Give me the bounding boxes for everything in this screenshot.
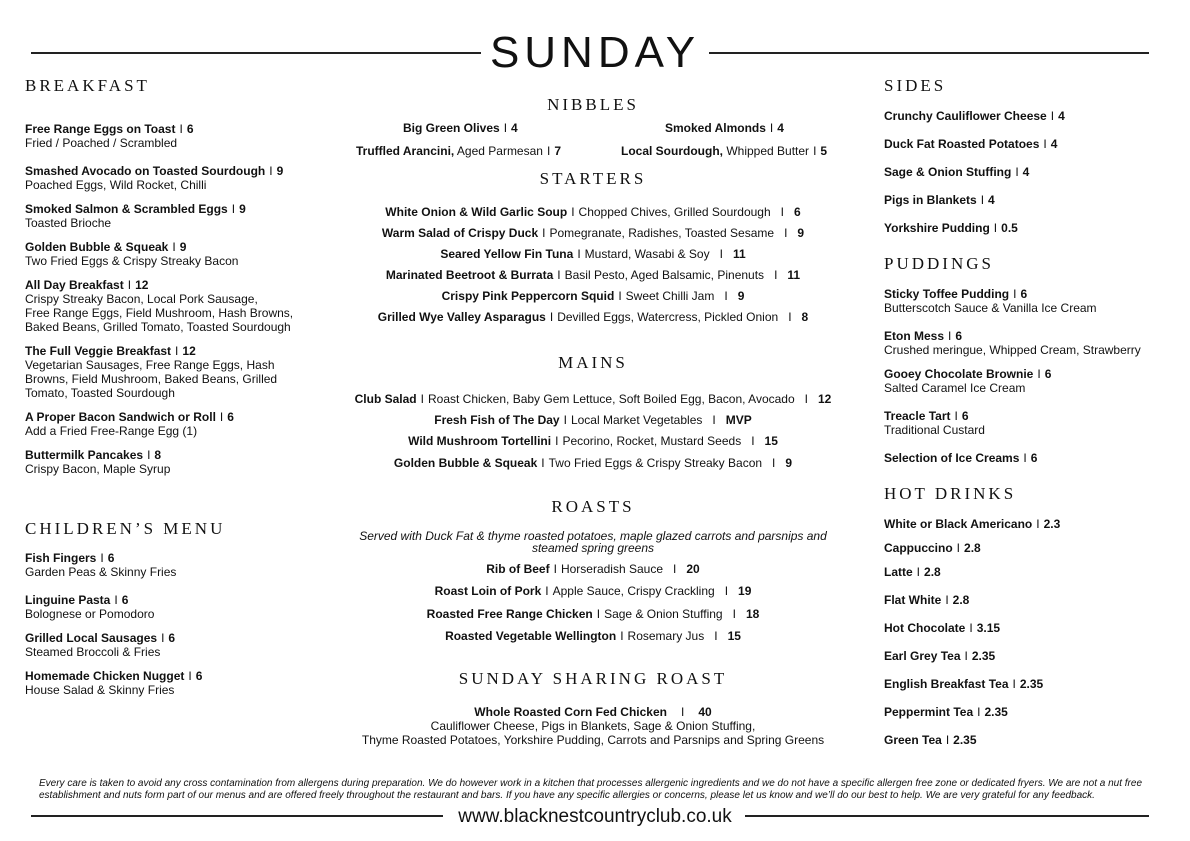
roasts-item [350,562,836,576]
separator: I [577,247,581,261]
starters-item-price: 11 [732,247,746,261]
separator: I [596,607,601,621]
separator: I [993,221,998,235]
roasts-item [350,607,836,621]
separator: I [724,289,728,303]
puddings-item-name: Sticky Toffee Pudding [884,287,1010,301]
separator: I [1050,109,1055,123]
children-item [25,551,176,579]
sides-item-price: 4 [988,193,995,207]
separator: I [188,669,192,683]
allergen-line: Every care is taken to avoid any cross contamination from allergens during preparation. We do however work in a kitchen that processes allergenic ingredients and we do not have a specific allergen free zone or dedicated fryers. We are not a nut free [39,778,1143,789]
hot-drinks-heading: HOT DRINKS [884,484,1017,503]
separator: I [555,434,559,448]
sides-item [884,109,1065,123]
mains-item-desc: Two Fried Eggs & Crispy Streaky Bacon [548,456,763,470]
sharing-desc: Thyme Roasted Potatoes, Yorkshire Pudding, Carrots and Parsnips and Spring Greens [361,733,825,747]
puddings-item-price: 6 [1020,287,1028,301]
breakfast-item-price: 9 [239,202,246,216]
separator: I [980,193,985,207]
puddings-item-desc: Butterscotch Sauce & Vanilla Ice Cream [884,301,1097,315]
puddings-item [884,409,985,437]
hot_drinks-item-name: White or Black Americano [884,517,1033,531]
nibbles-name: Truffled Arancini, [356,144,455,158]
hot_drinks-item [884,705,1008,719]
separator: I [1036,517,1040,531]
sides-item-name: Yorkshire Pudding [884,221,990,235]
breakfast-item-name: The Full Veggie Breakfast [25,344,172,358]
hot_drinks-item [884,733,977,747]
mains-item-name: Wild Mushroom Tortellini [408,434,552,448]
separator: I [780,205,784,219]
children-item-name: Grilled Local Sausages [25,631,158,645]
starters-item-desc: Pomegranate, Radishes, Toasted Sesame [549,226,775,240]
starters-item-price: 11 [787,268,801,282]
separator: I [1023,451,1027,465]
mains-item-price: 15 [764,434,778,448]
starters-heading: STARTERS [539,169,647,188]
separator: I [956,541,961,555]
separator: I [788,310,792,324]
roasts-item-name: Rib of Beef [486,562,550,576]
separator: I [542,226,546,240]
separator: I [1037,367,1041,381]
separator: I [557,268,561,282]
separator: I [945,593,949,607]
sharing-item: Whole Roasted Corn Fed Chicken I 40 [474,705,712,719]
mains-item-name: Golden Bubble & Squeak [393,456,538,470]
sharing-heading: SUNDAY SHARING ROAST [458,669,728,688]
separator: I [545,584,549,598]
breakfast-heading: BREAKFAST [25,76,150,95]
mains-item-price: 9 [785,456,793,470]
starters-item [350,205,836,219]
separator: I [179,122,183,136]
separator: I [673,562,677,576]
hot_drinks-item-name: English Breakfast Tea [884,677,1009,691]
sharing-name: Whole Roasted Corn Fed Chicken [474,705,667,719]
roasts-item-desc: Horseradish Sauce [560,562,664,576]
starters-item [350,289,836,303]
roasts-item-desc: Apple Sauce, Crispy Crackling [552,584,715,598]
starters-item-price: 9 [737,289,745,303]
starters-item [350,226,836,240]
sides-item [884,137,1057,151]
puddings-item-desc: Traditional Custard [884,423,985,437]
hot_drinks-item [884,621,1000,635]
starters-item-name: Seared Yellow Fin Tuna [440,247,574,261]
roasts-item-price: 19 [738,584,752,598]
roasts-intro: Served with Duck Fat & thyme roasted potatoes, maple glazed carrots and parsnips and [359,529,827,543]
separator: I [549,310,554,324]
separator: I [1012,677,1016,691]
children-item-name: Fish Fingers [25,551,97,565]
mains-item-desc: Local Market Vegetables [570,413,703,427]
sides-heading: SIDES [884,76,947,95]
nibbles-price: 5 [820,144,828,158]
children-item-desc: House Salad & Skinny Fries [25,683,175,697]
breakfast-item-desc: Free Range Eggs, Field Mushroom, Hash Browns, [25,306,294,320]
hot_drinks-item-price: 2.3 [1043,517,1061,531]
puddings-item-price: 6 [961,409,969,423]
children-item [25,593,154,621]
starters-item-desc: Basil Pesto, Aged Balsamic, Pinenuts [564,268,765,282]
sides-item-name: Pigs in Blankets [884,193,977,207]
separator: I [964,649,968,663]
separator: I [948,329,952,343]
puddings-item-price: 6 [1044,367,1052,381]
children-item-name: Homemade Chicken Nugget [25,669,185,683]
sides-item-price: 4 [1022,165,1030,179]
breakfast-item-desc: Tomato, Toasted Sourdough [25,386,175,400]
sides-item-name: Duck Fat Roasted Potatoes [884,137,1040,151]
separator: I [724,584,729,598]
breakfast-item-name: Free Range Eggs on Toast [25,122,176,136]
allergen-line: establishment and nuts form part of our menus and are offered freely throughout the restaurant and bars. If you have any specific allergies or concerns, please let us know and we’ll do our best to help. We are very grateful for any feedback. [39,790,1095,801]
puddings-item-desc: Salted Caramel Ice Cream [884,381,1026,395]
nibbles-item: Big Green Olives I 4 [403,121,518,135]
separator: I [231,202,236,216]
mains-item [350,413,836,427]
nibbles-price: 4 [511,121,518,135]
separator: I [714,629,718,643]
puddings-item [884,367,1051,395]
separator: I [618,289,622,303]
hot_drinks-item [884,517,1060,531]
breakfast-item-name: Smashed Avocado on Toasted Sourdough [25,164,266,178]
breakfast-item-price: 9 [179,240,187,254]
separator: I [114,593,118,607]
separator: I [719,247,723,261]
breakfast-item-name: All Day Breakfast [25,278,124,292]
separator: I [175,344,179,358]
nibbles-price: 7 [554,144,561,158]
separator: I [969,621,973,635]
allergen-notice [39,778,1154,802]
separator: I [147,448,151,462]
breakfast-item-desc: Baked Beans, Grilled Tomato, Toasted Sourdough [25,320,291,334]
sharing-price: 40 [698,705,712,719]
breakfast-item-name: Smoked Salmon & Scrambled Eggs [25,202,228,216]
center-column [350,0,836,760]
puddings-item [884,287,1097,315]
starters-item-desc: Chopped Chives, Grilled Sourdough [578,205,771,219]
separator: I [732,607,736,621]
hot_drinks-item-price: 2.8 [964,541,981,555]
children-item-desc: Steamed Broccoli & Fries [25,645,161,659]
hot_drinks-item-name: Earl Grey Tea [884,649,961,663]
separator: I [161,631,165,645]
starters-item [350,310,836,324]
separator: I [712,413,716,427]
children-item-price: 6 [195,669,203,683]
starters-item-desc: Sweet Chilli Jam [625,289,715,303]
children-item-price: 6 [168,631,176,645]
starters-item-price: 8 [801,310,809,324]
separator: I [772,456,776,470]
hot_drinks-item [884,677,1043,691]
starters-item-name: Marinated Beetroot & Burrata [385,268,554,282]
website-link[interactable]: www.blacknestcountryclub.co.uk [458,806,732,827]
breakfast-item-desc: Fried / Poached / Scrambled [25,136,178,150]
nibbles-item: Truffled Arancini, Aged Parmesan I 7 [356,144,561,158]
nibbles-heading: NIBBLES [547,95,639,114]
separator: I [954,409,958,423]
hot_drinks-item-price: 2.35 [1019,677,1044,691]
mains-item [350,392,836,406]
nibbles-name: Local Sourdough, [621,144,723,158]
roasts-item [350,584,836,598]
breakfast-item-desc: Toasted Brioche [25,216,112,230]
breakfast-item-name: Golden Bubble & Squeak [25,240,169,254]
roasts-item-name: Roasted Free Range Chicken [426,607,593,621]
separator: I [172,240,176,254]
roasts-item-price: 18 [745,607,760,621]
breakfast-item-price: 12 [182,344,196,358]
separator: I [571,205,575,219]
sides-item-price: 4 [1050,137,1058,151]
mains-item-price: MVP [725,413,752,427]
puddings-heading: PUDDINGS [884,254,994,273]
breakfast-item-price: 12 [135,278,149,292]
starters-item-name: Grilled Wye Valley Asparagus [377,310,546,324]
sides-item-name: Crunchy Cauliflower Cheese [884,109,1047,123]
breakfast-item-price: 6 [227,410,234,424]
sides-item [884,193,995,207]
separator: I [620,629,624,643]
hot_drinks-item-price: 2.35 [953,733,977,747]
nibbles-name: Smoked Almonds [665,121,766,135]
sides-item-price: 0.5 [1001,221,1018,235]
nibbles-name: Big Green Olives [403,121,500,135]
separator: I [541,456,545,470]
roasts-item-price: 20 [686,562,700,576]
separator: I [784,226,788,240]
separator: I [1015,165,1019,179]
hot_drinks-item [884,593,969,607]
separator: I [563,413,567,427]
starters-item-desc: Mustard, Wasabi & Soy [584,247,710,261]
puddings-item-desc: Crushed meringue, Whipped Cream, Strawberry [884,343,1141,357]
hot_drinks-item-name: Flat White [884,593,942,607]
starters-item-desc: Devilled Eggs, Watercress, Pickled Onion [557,310,779,324]
separator: I [269,164,273,178]
sides-item [884,221,1018,235]
breakfast-item-desc: Browns, Field Mushroom, Baked Beans, Grilled [25,372,278,386]
mains-item-price: 12 [818,392,832,406]
sharing-desc: Cauliflower Cheese, Pigs in Blankets, Sage & Onion Stuffing, [430,719,756,733]
separator: I [774,268,778,282]
separator: I [553,562,557,576]
hot_drinks-item [884,541,981,555]
roasts-intro: steamed spring greens [531,541,655,555]
puddings-item-name: Selection of Ice Creams [884,451,1020,465]
children-item [25,631,175,659]
children-item [25,669,202,697]
sides-item [884,165,1029,179]
separator: I [420,392,424,406]
hot_drinks-item [884,565,941,579]
nibbles-price: 4 [777,121,784,135]
hot_drinks-item-price: 2.35 [984,705,1008,719]
puddings-item-name: Eton Mess [884,329,945,343]
separator: I [219,410,224,424]
breakfast-item-desc: Poached Eggs, Wild Rocket, Chilli [25,178,207,192]
starters-item [350,268,836,282]
starters-item-name: White Onion & Wild Garlic Soup [385,205,568,219]
children-item-price: 6 [121,593,129,607]
puddings-item-name: Treacle Tart [884,409,951,423]
breakfast-item-desc: Add a Fried Free-Range Egg (1) [25,424,198,438]
puddings-item-name: Gooey Chocolate Brownie [884,367,1034,381]
roasts-item-price: 15 [727,629,741,643]
breakfast-item-price: 9 [276,164,284,178]
children-heading: CHILDREN’S MENU [25,519,226,538]
hot_drinks-item-price: 2.8 [924,565,941,579]
roasts-item-desc: Sage & Onion Stuffing [604,607,723,621]
nibbles-desc: Aged Parmesan [456,144,543,158]
nibbles-item: Local Sourdough, Whipped Butter I 5 [621,144,828,158]
puddings-item [884,329,1141,357]
sides-item-price: 4 [1058,109,1065,123]
mains-item-name: Club Salad [354,392,417,406]
hot_drinks-item [884,649,995,663]
nibbles-desc: Whipped Butter [726,144,810,158]
hot_drinks-item-price: 2.35 [971,649,996,663]
puddings-item-price: 6 [1030,451,1038,465]
breakfast-item-desc: Vegetarian Sausages, Free Range Eggs, Hash [25,358,275,372]
mains-item-desc: Pecorino, Rocket, Mustard Seeds [562,434,742,448]
separator: I [977,705,981,719]
roasts-item-desc: Rosemary Jus [627,629,705,643]
hot_drinks-item-name: Peppermint Tea [884,705,974,719]
puddings-item [884,451,1037,465]
separator: I [804,392,808,406]
page-title: SUNDAY [489,28,701,77]
separator: I [1043,137,1047,151]
roasts-item-name: Roast Loin of Pork [434,584,542,598]
mains-item [350,434,836,448]
starters-item-name: Warm Salad of Crispy Duck [381,226,539,240]
right-column [884,0,1184,760]
starters-item-price: 9 [797,226,805,240]
separator: I [127,278,132,292]
puddings-item-price: 6 [955,329,963,343]
children-item-name: Linguine Pasta [25,593,111,607]
breakfast-item-name: Buttermilk Pancakes [25,448,144,462]
children-item-desc: Bolognese or Pomodoro [25,607,155,621]
hot_drinks-item-name: Cappuccino [884,541,953,555]
sides-item-name: Sage & Onion Stuffing [884,165,1012,179]
separator: I [751,434,755,448]
hot_drinks-item-name: Green Tea [884,733,942,747]
mains-item-desc: Roast Chicken, Baby Gem Lettuce, Soft Boiled Egg, Bacon, Avocado [427,392,795,406]
nibbles-item: Smoked Almonds I 4 [665,121,784,135]
breakfast-item-name: A Proper Bacon Sandwich or Roll [25,410,216,424]
hot_drinks-item-name: Hot Chocolate [884,621,966,635]
roasts-heading: ROASTS [551,497,635,516]
roasts-item-name: Roasted Vegetable Wellington [445,629,617,643]
starters-item-name: Crispy Pink Peppercorn Squid [441,289,615,303]
separator: I [916,565,921,579]
starters-item [350,247,836,261]
separator: I [1013,287,1017,301]
mains-item [350,456,836,470]
breakfast-item-price: 6 [186,122,194,136]
starters-item-price: 6 [794,205,801,219]
separator: I [945,733,950,747]
children-item-desc: Garden Peas & Skinny Fries [25,565,177,579]
breakfast-item-desc: Crispy Bacon, Maple Syrup [25,462,171,476]
breakfast-item-desc: Crispy Streaky Bacon, Local Pork Sausage, [25,292,258,306]
hot_drinks-item-price: 2.8 [952,593,970,607]
mains-item-name: Fresh Fish of The Day [434,413,560,427]
separator: I [100,551,104,565]
hot_drinks-item-name: Latte [884,565,913,579]
mains-heading: MAINS [558,353,628,372]
children-item-price: 6 [107,551,115,565]
roasts-item [350,629,836,643]
hot_drinks-item-price: 3.15 [976,621,1001,635]
children-list [25,0,345,720]
breakfast-item-price: 8 [154,448,162,462]
breakfast-item-desc: Two Fried Eggs & Crispy Streaky Bacon [25,254,239,268]
